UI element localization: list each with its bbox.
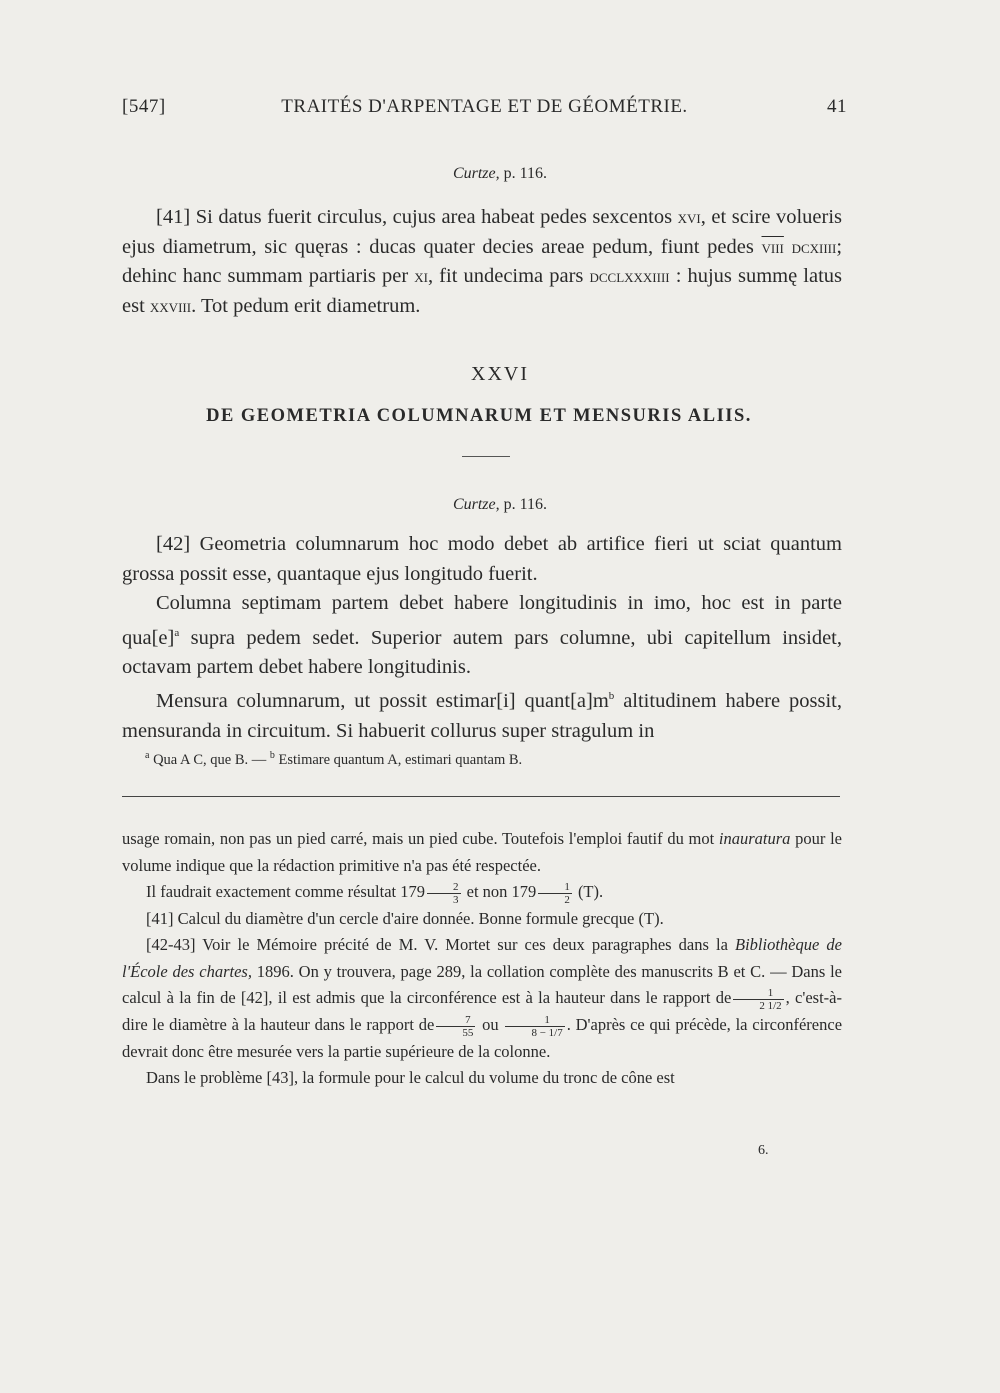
citation-1 xyxy=(0,165,1000,183)
citation-page: p. 116. xyxy=(503,165,548,182)
citation-author: Curtze, xyxy=(452,165,500,182)
text-run: pour le volume indique que la rédaction primitive n'a pas été respectée. xyxy=(122,829,842,875)
footnote-text: Qua A C, que B. — xyxy=(149,751,270,768)
signature-mark: 6. xyxy=(758,1143,769,1158)
text-run: , c'est-à-dire le diamètre à la hauteur dans le rapport de xyxy=(122,988,842,1034)
text-run: [41] Si datus fuerit circulus, cujus area habeat pedes sexcentos xyxy=(156,206,673,228)
header-page-number: 41 xyxy=(827,96,847,117)
text-run: inauratura xyxy=(718,829,791,848)
chapter-number: XXVI xyxy=(471,363,529,385)
footnote-marker: a xyxy=(174,626,180,639)
roman-numeral: xvi xyxy=(677,207,701,228)
text-run: 1896. On y trouvera, page 289, la collation complète des manuscrits B et C. — Dans le calcul à la fin de [42], il est admis que la circonférence est à la hauteur dans le rapport de xyxy=(122,961,842,1008)
citation-page: p. 116. xyxy=(503,496,548,513)
header-page-ref: [547] xyxy=(122,96,166,117)
text-run: , et scire volueris ejus diametrum, sic quęras : ducas quater decies areae pedum, fiunt pedes xyxy=(122,206,842,258)
fraction xyxy=(733,987,783,1012)
commentary xyxy=(122,826,842,1092)
text-run: Columna septimam partem debet habere longitudinis in imo, hoc est in parte qua[e] xyxy=(122,592,842,649)
roman-numeral: xxviii xyxy=(149,295,192,317)
text-run: , fit undecima pars xyxy=(427,265,584,287)
text-run: . D'après ce qui précède, la circonférence devrait donc être mesurée vers la partie supérieure de la colonne. xyxy=(122,1014,843,1061)
fraction-num: 1 xyxy=(538,881,572,894)
fraction-den: 2 xyxy=(564,893,570,906)
roman-numeral: xi xyxy=(414,266,428,287)
commentary-par-1 xyxy=(122,826,842,879)
text-run: altitudinem habere possit, mensuranda in circuitum. Si habuerit collurus super stragulum in xyxy=(122,690,842,742)
fraction-den: 8 − 1/7 xyxy=(531,1026,563,1039)
separator-rule xyxy=(122,796,840,797)
text-run: ; dehinc hanc summam partiaris per xyxy=(122,235,843,287)
text-run: Mensura columnarum, ut possit estimar[i] quant[a]m xyxy=(156,690,609,713)
header-title: TRAITÉS D'ARPENTAGE ET DE GÉOMÉTRIE. xyxy=(281,96,688,117)
text-run: et non 179 xyxy=(462,882,537,901)
fraction xyxy=(436,1014,475,1039)
footnote-marker: b xyxy=(608,690,615,703)
fraction xyxy=(427,881,461,906)
section-divider xyxy=(462,456,510,457)
roman-numeral: dcclxxxiiii xyxy=(589,266,670,287)
text-run: ou xyxy=(477,1014,504,1034)
fraction xyxy=(538,881,572,906)
paragraph-42-text: [42] Geometria columnarum hoc modo debet ab artifice fieri ut sciat quantum grossa possit esse, quantaque ejus longitudo fuerit. xyxy=(122,533,842,585)
text-run: [42-43] Voir le Mémoire précité de M. V. Mortet sur ces deux paragraphes dans la xyxy=(146,935,736,955)
text-run: : hujus summę latus est xyxy=(122,265,842,317)
fraction-num: 2 xyxy=(427,881,461,894)
footnote-marker: a xyxy=(145,750,150,761)
paragraph-42-mensura xyxy=(122,682,842,746)
footnote xyxy=(145,750,845,769)
chapter-title: DE GEOMETRIA COLUMNARUM ET MENSURIS ALIIS. xyxy=(206,406,752,426)
commentary-par-5: Dans le problème [43], la formule pour le calcul du volume du tronc de cône est xyxy=(146,1068,675,1088)
citation-author: Curtze, xyxy=(452,496,500,513)
text-run: (T). xyxy=(573,882,604,901)
paragraph-41 xyxy=(122,203,842,321)
text-run: usage romain, non pas un pied carré, mais un pied cube. Toutefois l'emploi fautif du mot xyxy=(122,829,719,848)
text-run: . Tot pedum erit diametrum. xyxy=(191,294,421,317)
roman-numeral: viii xyxy=(761,236,784,258)
footnote-text: Estimare quantum A, estimari quantam B. xyxy=(274,751,523,768)
paragraph-41-text xyxy=(122,203,842,321)
footnote-marker: b xyxy=(269,750,275,761)
citation-2 xyxy=(0,496,1000,514)
fraction xyxy=(505,1014,564,1039)
paragraph-42-columna xyxy=(122,589,842,682)
fraction-num: 7 xyxy=(436,1014,475,1027)
fraction-num: 1 xyxy=(733,987,783,1000)
roman-numeral: dcxiiii xyxy=(791,236,837,258)
fraction-den: 3 xyxy=(453,893,459,906)
text-run: supra pedem sedet. Superior autem pars columne, ubi capitellum insidet, octavam partem debet habere longitudinis. xyxy=(122,626,842,678)
commentary-par-3: [41] Calcul du diamètre d'un cercle d'aire donnée. Bonne formule grecque (T). xyxy=(146,908,664,928)
commentary-par-2 xyxy=(122,879,842,906)
fraction-den: 2 1/2 xyxy=(759,999,782,1012)
fraction-num: 1 xyxy=(505,1014,564,1027)
text-run: Il faudrait exactement comme résultat 179 xyxy=(146,882,426,901)
paragraph-42 xyxy=(122,530,842,746)
running-header xyxy=(122,96,847,128)
fraction-den: 55 xyxy=(462,1026,474,1039)
text-run: Bibliothèque de l'École des chartes, xyxy=(122,935,842,981)
commentary-par-4 xyxy=(122,932,842,1065)
